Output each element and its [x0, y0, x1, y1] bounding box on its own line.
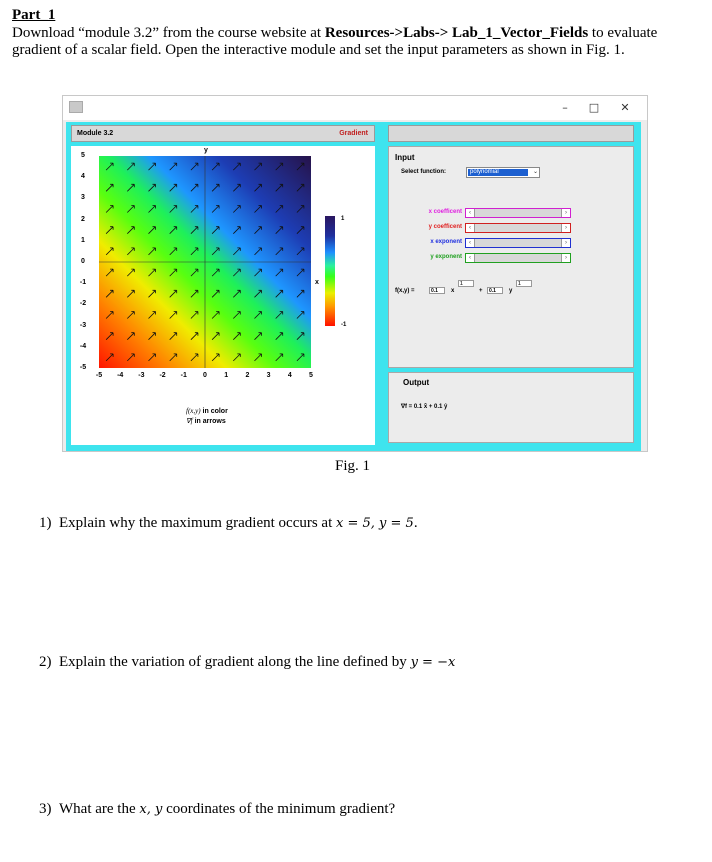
y-exponent-label: y exponent	[430, 254, 462, 260]
x-coefficient-label: x coefficent	[428, 209, 462, 215]
chevron-left-icon[interactable]: ‹	[466, 254, 475, 262]
input-panel-title: Input	[395, 153, 415, 162]
legend-color	[186, 407, 228, 415]
chevron-right-icon[interactable]: ›	[561, 254, 570, 262]
tab-gradient[interactable]: Gradient	[339, 130, 368, 137]
y-tick-label: 2	[81, 215, 85, 223]
y-tick-label: -2	[79, 300, 87, 308]
x-exponent-label: x exponent	[430, 239, 462, 245]
legend-arrows-text: in arrows	[194, 418, 226, 425]
x-coefficient-slider[interactable]	[465, 208, 571, 218]
y-exponent-slider[interactable]	[465, 253, 571, 263]
select-function-label: Select function:	[401, 169, 447, 175]
formula-prefix: f(x,y) =	[395, 288, 415, 294]
window-titlebar	[63, 96, 647, 120]
x-tick-label: 0	[203, 372, 207, 379]
x-tick-label: -2	[159, 372, 166, 379]
input-panel	[388, 146, 634, 368]
x-exponent-value: 1	[458, 280, 474, 287]
y-coefficient-value: 0.1	[487, 287, 503, 294]
chevron-down-icon[interactable]: ⌄	[532, 169, 538, 175]
function-select[interactable]	[466, 167, 540, 178]
y-tick-label: -5	[79, 364, 87, 371]
question-1: 1) Explain why the maximum gradient occurs at x = 5, y = 5.	[39, 515, 418, 531]
y-coefficient-slider[interactable]	[465, 223, 571, 233]
y-coefficient-label: y coefficent	[428, 224, 462, 230]
app-window	[62, 95, 648, 452]
close-button[interactable]: ✕	[620, 101, 630, 114]
legend-color-fn: f(x,y)	[186, 407, 201, 415]
left-panel-header	[71, 125, 375, 142]
formula-display	[395, 280, 625, 300]
formula-x-var: x	[451, 288, 455, 294]
formula-plus: +	[479, 288, 483, 294]
colorbar-max-label: 1	[341, 216, 345, 222]
output-panel	[388, 372, 634, 443]
y-tick-label: -3	[79, 321, 87, 329]
instructions-text-2: to evaluate gradient of a scalar field. Open the interactive module and set the input parameters as shown in Fig. 1.	[12, 25, 658, 58]
maximize-button[interactable]: □	[588, 101, 600, 114]
y-exponent-value: 1	[516, 280, 532, 287]
y-tick-label: -1	[79, 279, 87, 287]
function-select-value: polynomial	[468, 169, 528, 176]
math-expression: y = −x	[410, 655, 456, 670]
x-tick-label: 5	[309, 372, 313, 379]
y-tick-label: 1	[81, 236, 85, 244]
app-content	[66, 122, 641, 451]
legend-arrows	[186, 417, 226, 425]
x-exponent-slider[interactable]	[465, 238, 571, 248]
y-axis-label: y	[204, 147, 208, 154]
x-tick-label: -5	[95, 372, 103, 379]
question-3: 3) What are the x, y coordinates of the minimum gradient?	[39, 801, 396, 817]
x-tick-label: 3	[266, 372, 271, 379]
instructions-path: Resources->Labs-> Lab_1_Vector_Fields	[324, 25, 589, 41]
legend-arrows-fn: ∇f	[186, 417, 193, 425]
gradient-result: ∇f = 0.1 x̂ + 0.1 ŷ	[401, 404, 448, 410]
chevron-right-icon[interactable]: ›	[561, 209, 570, 217]
chevron-right-icon[interactable]: ›	[561, 224, 570, 232]
x-tick-label: 2	[245, 372, 250, 379]
y-tick-label: 4	[81, 173, 85, 181]
legend-color-text: in color	[202, 408, 228, 415]
colorbar	[325, 216, 335, 326]
y-tick-label: 5	[81, 152, 85, 159]
x-tick-label: -4	[117, 372, 124, 379]
y-tick-label: 3	[81, 194, 85, 202]
y-tick-label: -4	[79, 342, 87, 350]
colorbar-min-label: -1	[341, 322, 347, 328]
document-title: Part_1	[12, 7, 56, 23]
module-title: Module 3.2	[77, 130, 114, 137]
x-tick-label: 1	[224, 372, 229, 379]
math-expression: x, y	[139, 802, 163, 817]
question-2: 2) Explain the variation of gradient along the line defined by y = −x	[39, 654, 456, 670]
x-tick-label: -3	[138, 372, 145, 379]
math-expression: x = 5, y = 5	[336, 516, 414, 531]
instructions-paragraph	[12, 25, 702, 59]
chevron-left-icon[interactable]: ‹	[466, 224, 475, 232]
gradient-heatmap	[99, 156, 311, 368]
output-panel-title: Output	[403, 378, 430, 387]
x-tick-label: -1	[180, 372, 187, 379]
x-axis-label: x	[315, 279, 319, 286]
x-coefficient-value: 0.1	[429, 287, 445, 294]
chevron-left-icon[interactable]: ‹	[466, 239, 475, 247]
formula-y-var: y	[509, 288, 513, 294]
instructions-text-1: Download “module 3.2” from the course website at	[12, 25, 325, 41]
chevron-right-icon[interactable]: ›	[561, 239, 570, 247]
java-app-icon	[69, 101, 83, 113]
chevron-left-icon[interactable]: ‹	[466, 209, 475, 217]
plot-panel	[71, 146, 375, 445]
figure-caption: Fig. 1	[335, 458, 371, 474]
minimize-button[interactable]: –	[562, 101, 568, 114]
y-tick-label: 0	[81, 258, 85, 265]
x-tick-label: 4	[287, 372, 292, 379]
right-panel-header	[388, 125, 634, 142]
